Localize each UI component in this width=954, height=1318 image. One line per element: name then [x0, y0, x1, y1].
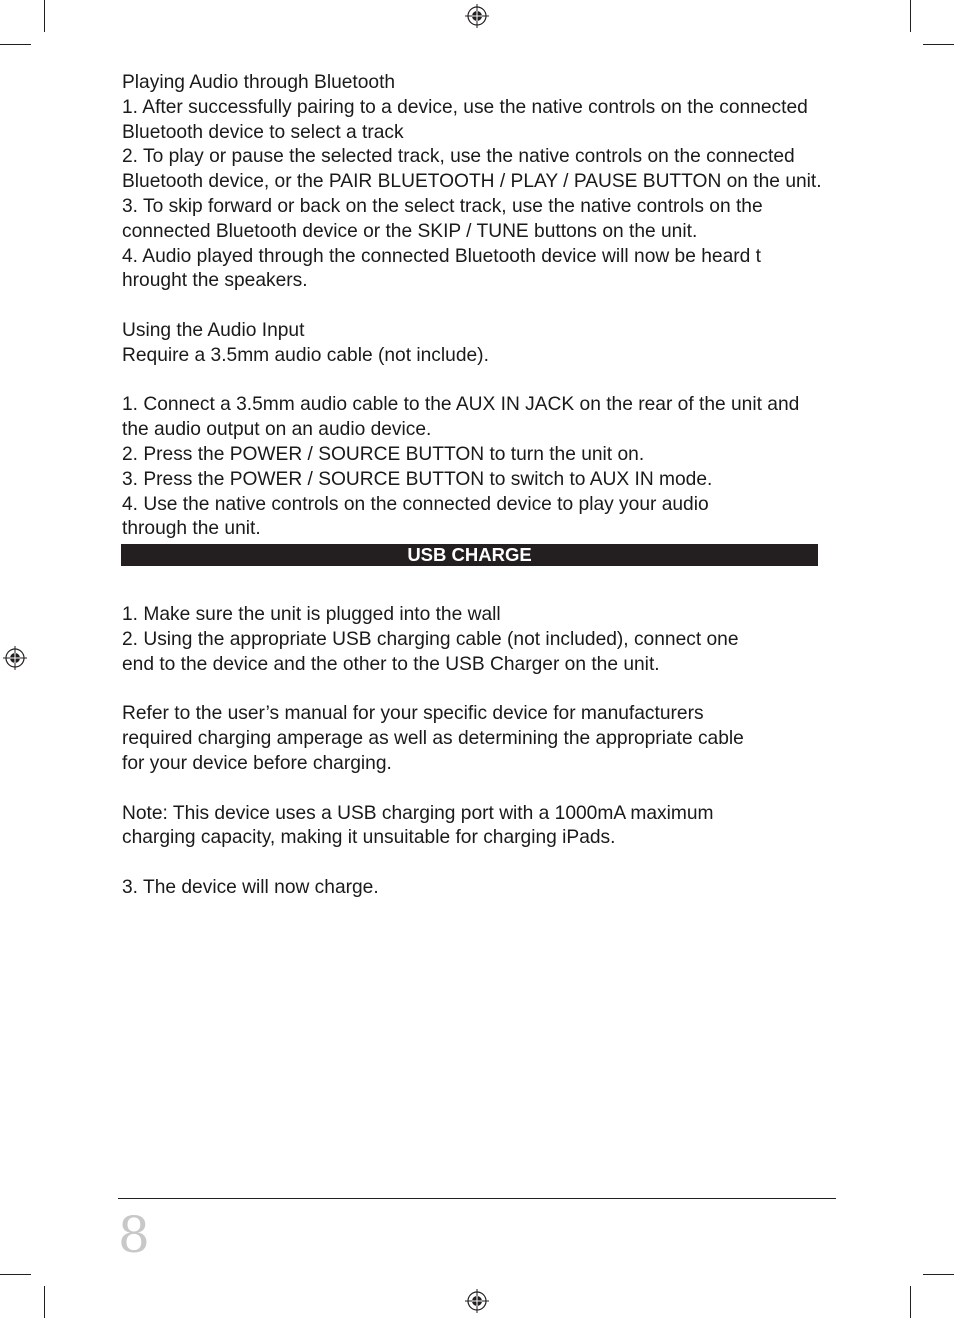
crop-mark-bottom-right-horizontal	[923, 1274, 954, 1275]
page-number: 8	[118, 1206, 150, 1264]
usb-charge-step-line: 2. Using the appropriate USB charging cable (not included), connect one	[122, 628, 739, 650]
audio-input-step-line: 2. Press the POWER / SOURCE BUTTON to turn the unit on.	[122, 443, 645, 465]
usb-charge-step-line: end to the device and the other to the USB Charger on the unit.	[122, 653, 660, 675]
crop-mark-bottom-left-vertical	[44, 1286, 45, 1318]
audio-input-requirement: Require a 3.5mm audio cable (not include).	[122, 344, 489, 366]
paragraph-spacer	[122, 851, 912, 876]
bluetooth-step-line: Bluetooth device to select a track	[122, 121, 404, 143]
usb-charge-note-line: Note: This device uses a USB charging port with a 1000mA maximum	[122, 802, 714, 824]
bluetooth-step-line: connected Bluetooth device or the SKIP / TUNE buttons on the unit.	[122, 220, 698, 242]
footer-divider	[118, 1198, 836, 1199]
paragraph-spacer	[122, 777, 912, 802]
usb-charge-final-step: 3. The device will now charge.	[122, 876, 379, 898]
bluetooth-playback-section	[122, 71, 912, 294]
paragraph-spacer	[122, 678, 912, 703]
crop-mark-top-right-vertical	[910, 0, 911, 32]
usb-charge-section	[122, 603, 912, 901]
crop-mark-top-left-vertical	[44, 0, 45, 32]
usb-charge-step-line: 1. Make sure the unit is plugged into the wall	[122, 604, 501, 626]
crop-mark-top-right-horizontal	[923, 44, 954, 45]
audio-input-step-line: 1. Connect a 3.5mm audio cable to the AUX IN JACK on the rear of the unit and	[122, 394, 800, 416]
crop-mark-top-left-horizontal	[0, 44, 31, 45]
usb-charge-refer-line: Refer to the user’s manual for your specific device for manufacturers	[122, 703, 704, 725]
bluetooth-step-line: 1. After successfully pairing to a device, use the native controls on the connected	[122, 96, 808, 118]
registration-mark-icon	[464, 1288, 490, 1314]
paragraph-spacer	[122, 294, 912, 319]
usb-charge-note-line: charging capacity, making it unsuitable for charging iPads.	[122, 827, 616, 849]
audio-input-step-line: 3. Press the POWER / SOURCE BUTTON to switch to AUX IN mode.	[122, 468, 713, 490]
audio-input-step-line: 4. Use the native controls on the connected device to play your audio	[122, 493, 709, 515]
bluetooth-step-line: 4. Audio played through the connected Bluetooth device will now be heard t	[122, 245, 761, 267]
registration-mark-icon	[464, 3, 490, 29]
bluetooth-step-line: 2. To play or pause the selected track, use the native controls on the connected	[122, 146, 795, 168]
bluetooth-step-line: 3. To skip forward or back on the select track, use the native controls on the	[122, 195, 763, 217]
manual-page-content	[122, 71, 912, 901]
crop-mark-bottom-left-horizontal	[0, 1274, 31, 1275]
bluetooth-step-line: Bluetooth device, or the PAIR BLUETOOTH / PLAY / PAUSE BUTTON on the unit.	[122, 171, 822, 193]
paragraph-spacer	[122, 566, 912, 603]
paragraph-spacer	[122, 369, 912, 394]
bluetooth-step-line: hrought the speakers.	[122, 270, 308, 292]
bluetooth-section-title: Playing Audio through Bluetooth	[122, 72, 396, 93]
registration-mark-icon	[2, 645, 28, 671]
audio-input-step-line: the audio output on an audio device.	[122, 419, 432, 441]
usb-charge-refer-line: for your device before charging.	[122, 752, 392, 774]
audio-input-section	[122, 319, 912, 542]
audio-input-step-line: through the unit.	[122, 518, 261, 540]
crop-mark-bottom-right-vertical	[910, 1286, 911, 1318]
usb-charge-heading-banner: USB CHARGE	[121, 544, 818, 566]
usb-charge-refer-line: required charging amperage as well as determining the appropriate cable	[122, 728, 744, 750]
audio-input-section-title: Using the Audio Input	[122, 319, 305, 341]
